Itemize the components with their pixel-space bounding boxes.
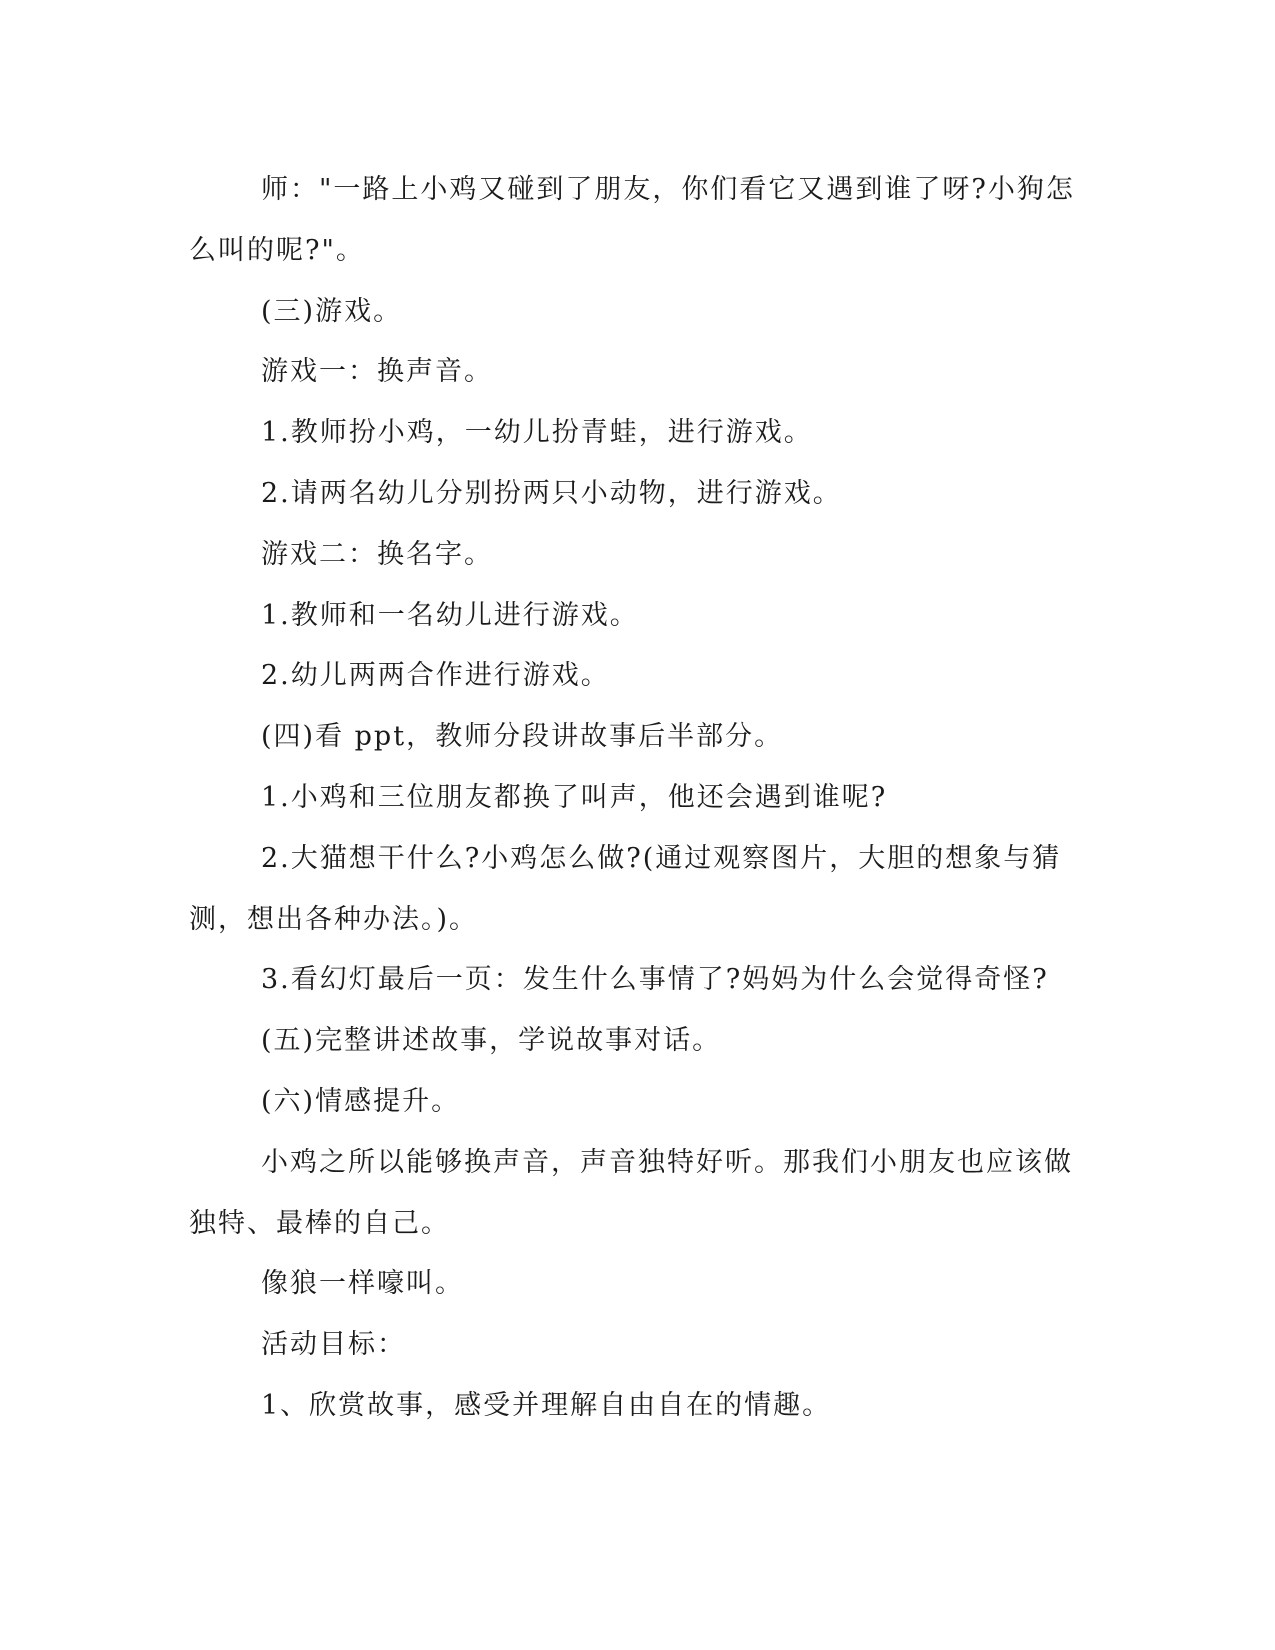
paragraph-ppt-step-1: 1.小鸡和三位朋友都换了叫声，他还会遇到谁呢? [261, 781, 888, 813]
paragraph-section-emotion: (六)情感提升。 [261, 1085, 461, 1117]
paragraph-game-one-step-1: 1.教师扮小鸡，一幼儿扮青蛙，进行游戏。 [261, 417, 813, 449]
paragraph-objective-1: 1、欣赏故事，感受并理解自由自在的情趣。 [261, 1389, 832, 1421]
paragraph-game-two-title: 游戏二：换名字。 [261, 538, 493, 570]
paragraph-section-retell: (五)完整讲述故事，学说故事对话。 [261, 1025, 722, 1057]
paragraph-lesson-title: 像狼一样嚎叫。 [261, 1268, 464, 1300]
paragraph-ppt-step-3: 3.看幻灯最后一页：发生什么事情了?妈妈为什么会觉得奇怪? [261, 964, 1049, 996]
paragraph-game-two-step-1: 1.教师和一名幼儿进行游戏。 [261, 599, 639, 631]
paragraph-ppt-step-2: 2.大猫想干什么?小鸡怎么做?(通过观察图片，大胆的想象与猜测，想出各种办法。)。 [189, 842, 1062, 935]
paragraph-game-one-step-2: 2.请两名幼儿分别扮两只小动物，进行游戏。 [261, 477, 842, 509]
paragraph-game-two-step-2: 2.幼儿两两合作进行游戏。 [261, 660, 610, 692]
paragraph-game-one-title: 游戏一：换声音。 [261, 356, 493, 388]
paragraph-teacher-question: 师："一路上小鸡又碰到了朋友，你们看它又遇到谁了呀?小狗怎么叫的呢?"。 [189, 174, 1075, 266]
document-body [189, 160, 1079, 1437]
paragraph-section-game: (三)游戏。 [261, 295, 403, 327]
paragraph-section-ppt: (四)看 ppt，教师分段讲故事后半部分。 [261, 721, 784, 753]
paragraph-objectives-heading: 活动目标： [261, 1329, 406, 1361]
paragraph-emotion-text: 小鸡之所以能够换声音，声音独特好听。那我们小朋友也应该做独特、最棒的自己。 [189, 1146, 1073, 1239]
